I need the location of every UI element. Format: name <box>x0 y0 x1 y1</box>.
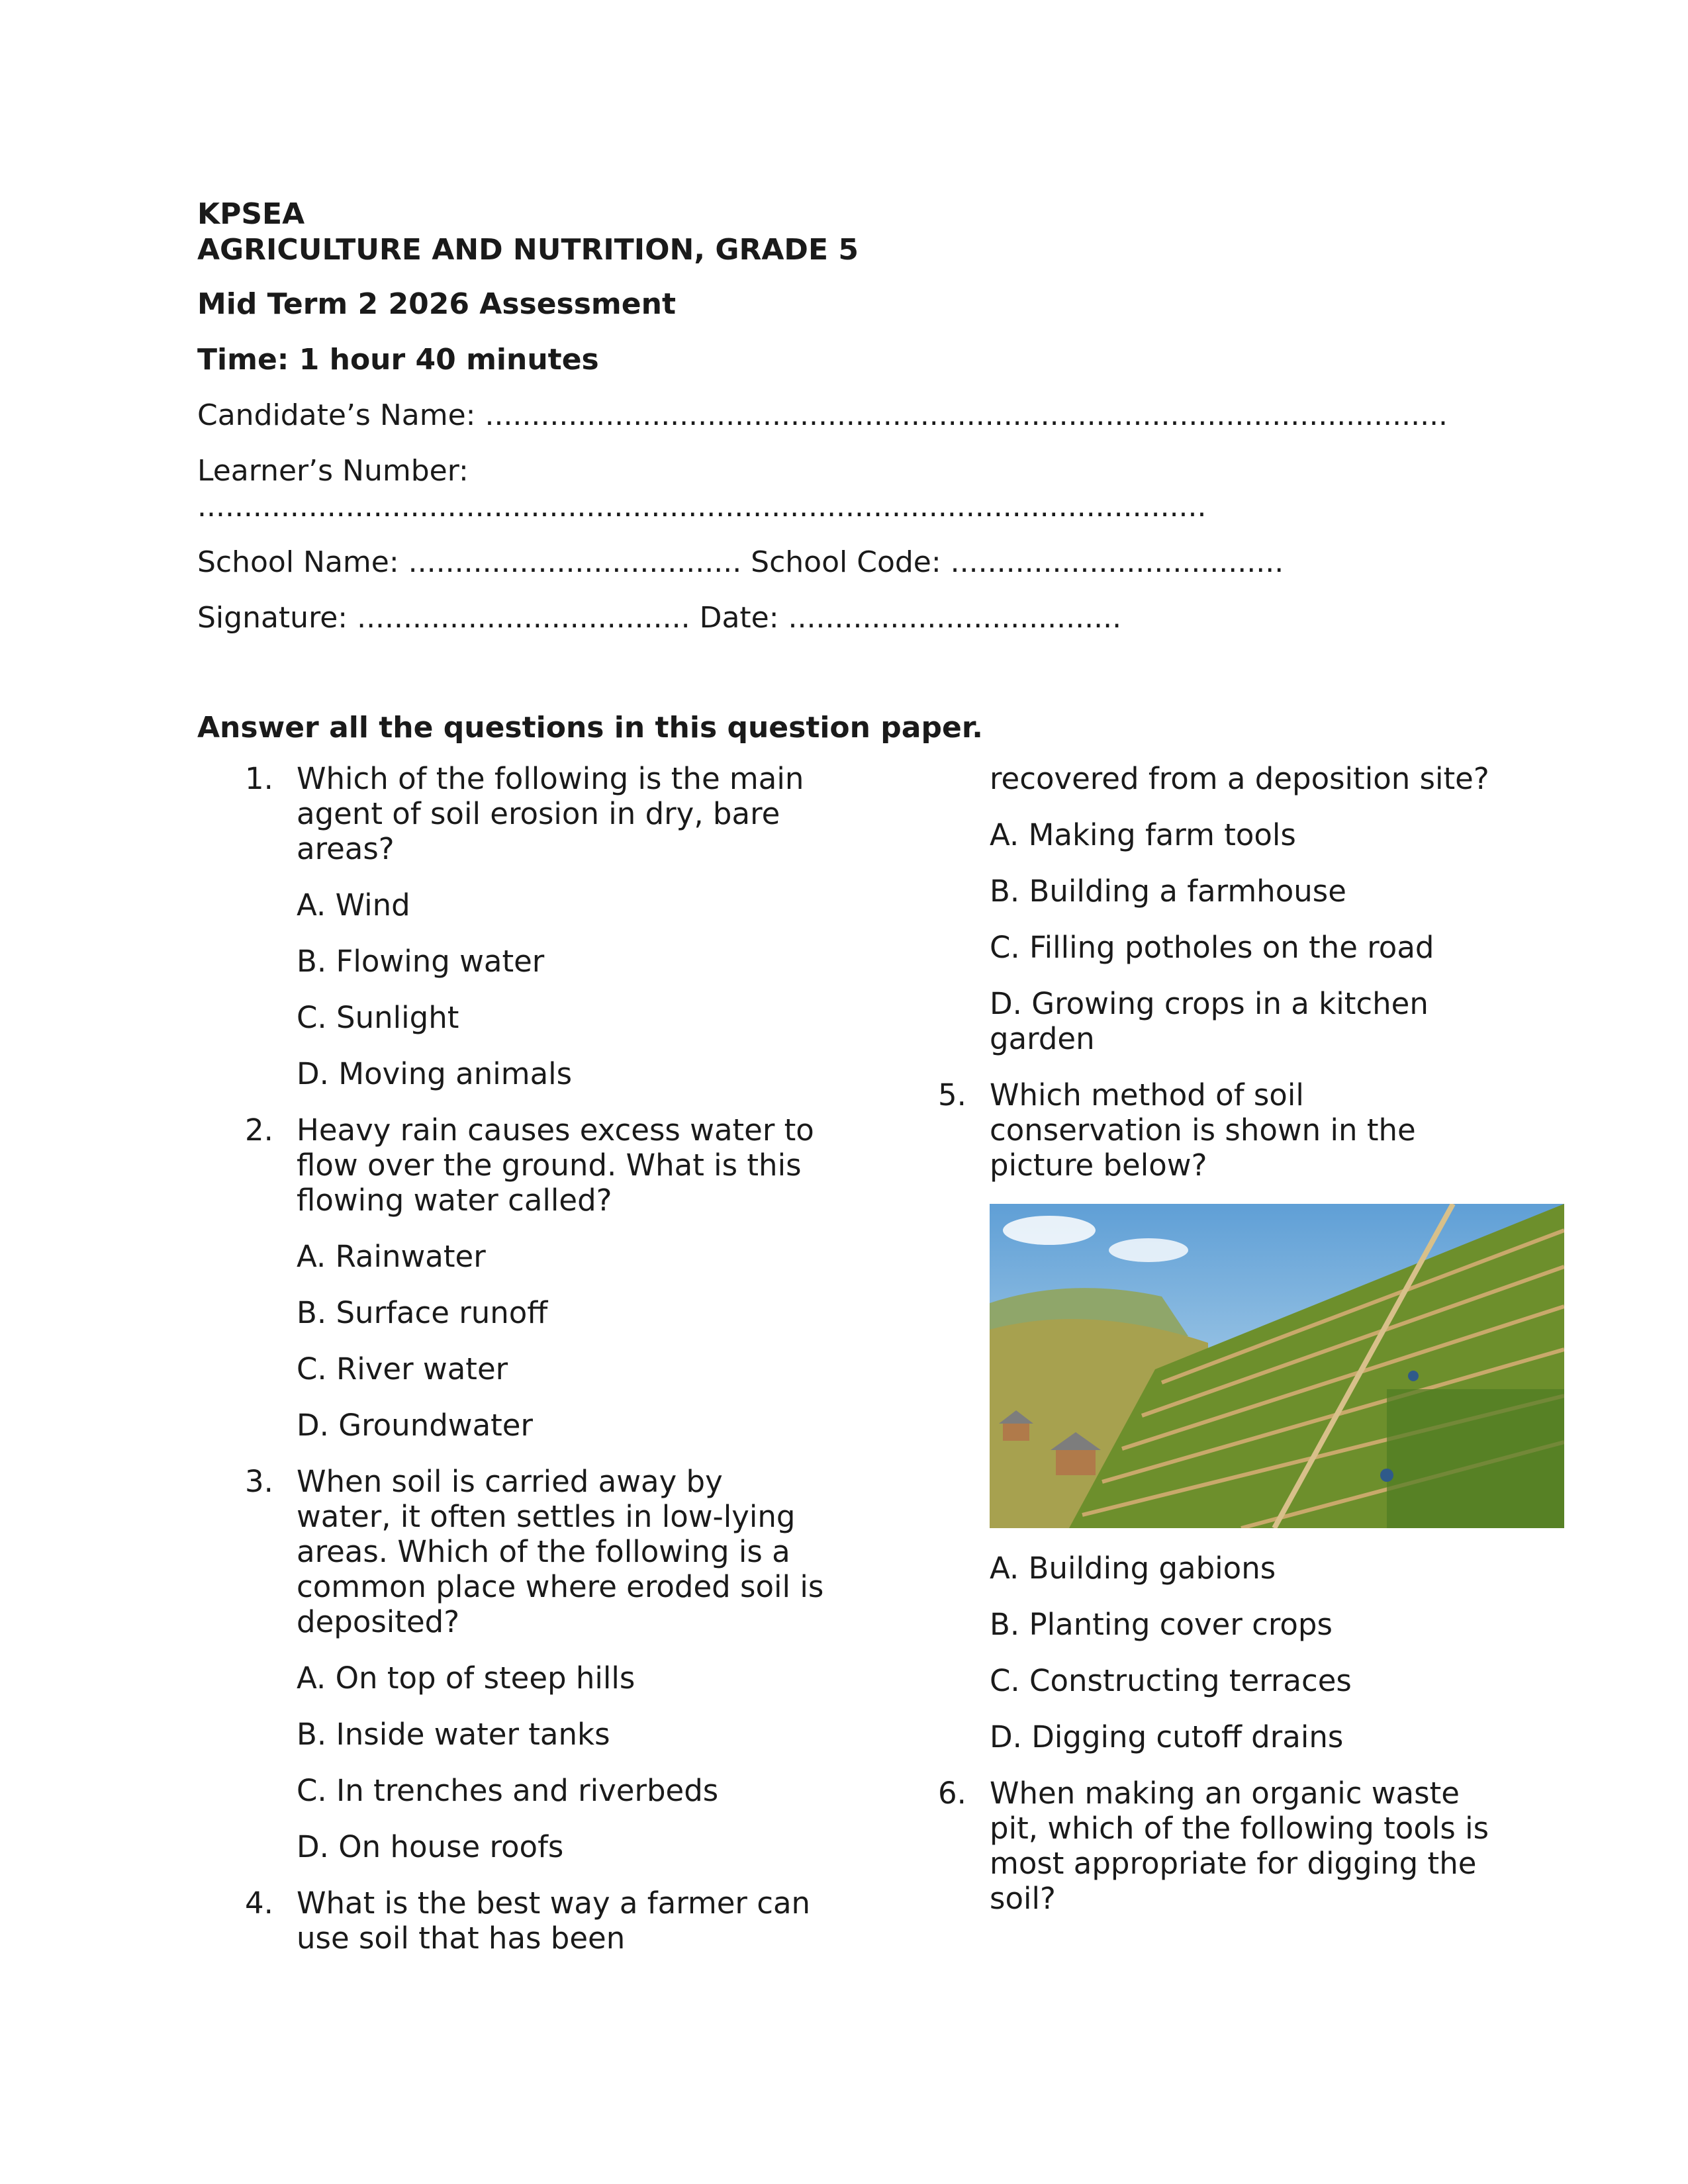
crop-plot <box>1387 1389 1564 1528</box>
terraces-picture <box>990 1204 1564 1528</box>
questions-right-column <box>930 761 1579 1937</box>
option: A. Making farm tools <box>990 817 1296 852</box>
question-number: 2. <box>245 1113 273 1148</box>
school-field: School Name: .................................... School Code: .................................... <box>197 545 1284 579</box>
option: C. Constructing terraces <box>990 1663 1352 1698</box>
subject-title: AGRICULTURE AND NUTRITION, GRADE 5 <box>197 233 859 267</box>
option: D. Moving animals <box>297 1056 573 1091</box>
questions-left-column <box>197 761 826 1977</box>
question-stem: Which of the following is the main agent of soil erosion in dry, bare areas? <box>297 761 804 866</box>
candidate-name-field: Candidate’s Name: ........................................................................................................ <box>197 398 1448 432</box>
option: A. Building gabions <box>990 1551 1276 1586</box>
farmer-figure <box>1408 1371 1419 1381</box>
question-stem: When soil is carried away by water, it often settles in low-lying areas. Which of the following is a common place where eroded soil is deposited? <box>297 1464 824 1639</box>
question-stem: What is the best way a farmer can use soil that has been <box>297 1886 811 1956</box>
signature-date-field: Signature: .................................... Date: .................................... <box>197 601 1122 635</box>
question-5 <box>930 1077 1579 1754</box>
option: A. Rainwater <box>297 1239 486 1274</box>
option: B. Planting cover crops <box>990 1607 1333 1642</box>
option: C. In trenches and riverbeds <box>297 1773 719 1808</box>
farmhouse <box>1056 1449 1096 1475</box>
question-number: 3. <box>245 1464 273 1499</box>
question-6 <box>930 1776 1579 1916</box>
question-2 <box>197 1113 826 1218</box>
question-1 <box>197 761 826 866</box>
option: B. Flowing water <box>297 944 545 979</box>
question-stem: When making an organic waste pit, which of the following tools is most appropriate for digging the soil? <box>990 1776 1489 1916</box>
learner-number-label: Learner’s Number: <box>197 454 469 488</box>
exam-body: KPSEA <box>197 197 305 231</box>
assessment-title: Mid Term 2 2026 Assessment <box>197 287 676 321</box>
question-stem: recovered from a deposition site? <box>990 761 1489 796</box>
hut <box>1003 1422 1029 1441</box>
learner-number-dots: ............................................................................................................. <box>197 490 1207 523</box>
option: D. Growing crops in a kitchen garden <box>990 986 1429 1056</box>
question-3 <box>197 1464 826 1639</box>
option: C. Filling potholes on the road <box>990 930 1434 965</box>
question-number: 5. <box>938 1077 966 1113</box>
question-stem: Heavy rain causes excess water to flow over the ground. What is this flowing water called? <box>297 1113 814 1218</box>
cloud <box>1109 1238 1188 1262</box>
question-number: 4. <box>245 1886 273 1921</box>
question-number: 6. <box>938 1776 966 1811</box>
question-number: 1. <box>245 761 273 796</box>
option: A. On top of steep hills <box>297 1661 635 1696</box>
question-4 <box>197 1886 826 1956</box>
option: C. Sunlight <box>297 1000 459 1035</box>
option: C. River water <box>297 1351 508 1387</box>
option: B. Building a farmhouse <box>990 874 1346 909</box>
time-allowed: Time: 1 hour 40 minutes <box>197 343 599 377</box>
cloud <box>1003 1216 1096 1245</box>
question-4-continued <box>930 761 1579 1056</box>
option: B. Surface runoff <box>297 1295 548 1330</box>
farmer-figure <box>1380 1469 1393 1482</box>
question-stem: Which method of soil conservation is shown in the picture below? <box>990 1077 1416 1183</box>
option: D. Groundwater <box>297 1408 533 1443</box>
option: B. Inside water tanks <box>297 1717 610 1752</box>
instructions: Answer all the questions in this question paper. <box>197 711 983 745</box>
option: D. Digging cutoff drains <box>990 1719 1344 1754</box>
option: D. On house roofs <box>297 1829 564 1864</box>
option: A. Wind <box>297 887 410 923</box>
